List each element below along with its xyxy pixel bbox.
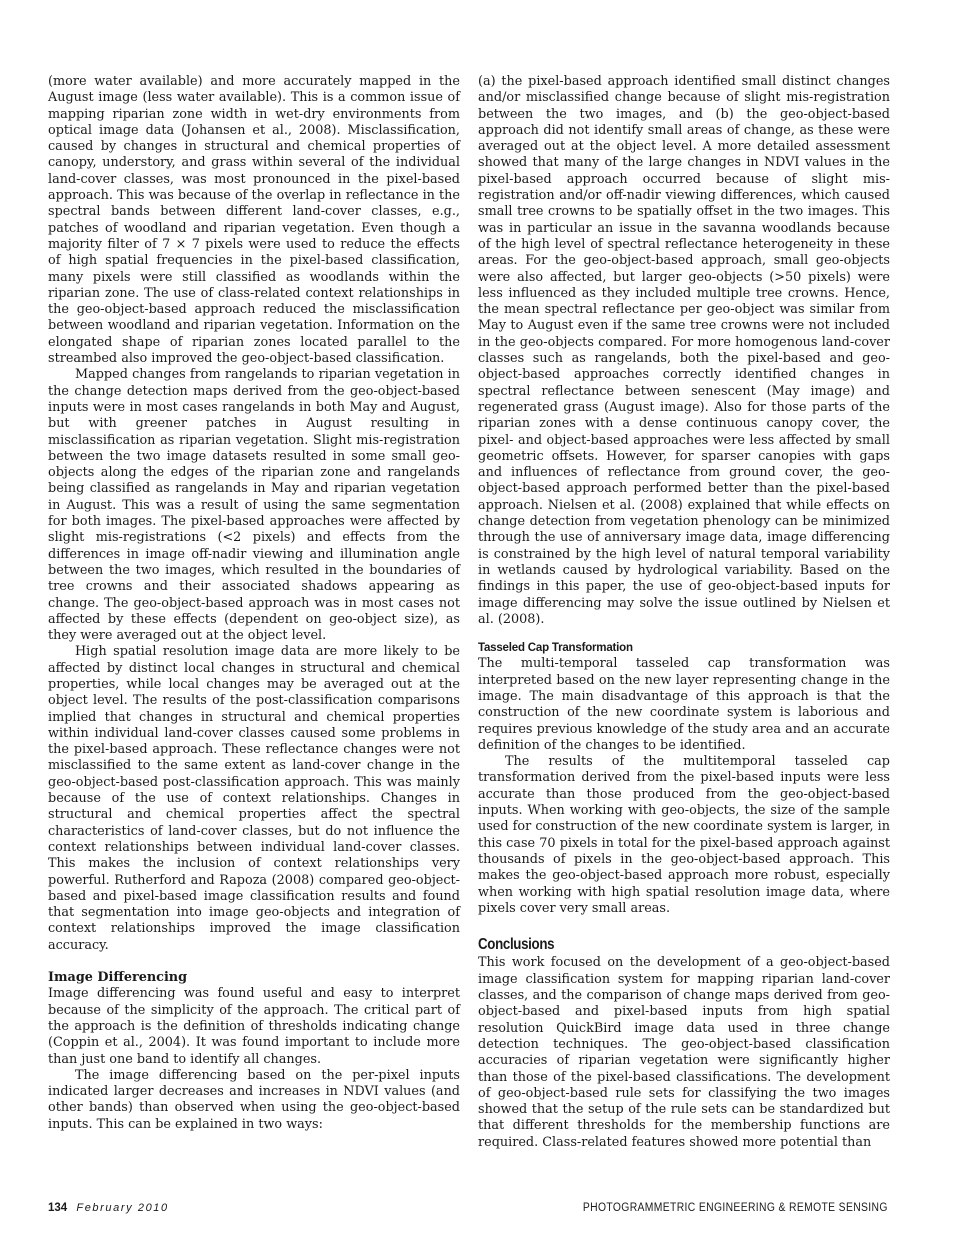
right-paragraph-2: The multi-temporal tasseled cap transformation was interpreted based on the new layer representing change in the image. The main disadvantage of this approach is that the construction of the new coordinate system is laborious and requires previous knowledge of the study area and an accurate definition of the changes to be identified. [478, 656, 890, 753]
left-paragraph-5: The image differencing based on the per-pixel inputs indicated larger decreases and increases in NDVI values (and other bands) than observed when using the geo-object-based inputs. This can be explained in two ways: [48, 1067, 460, 1132]
page-number: 134 [48, 1202, 68, 1214]
journal-name: PHOTOGRAMMETRIC ENGINEERING & REMOTE SENSING [583, 1202, 888, 1214]
right-paragraph-4: This work focused on the development of a geo-object-based image classification system for mapping riparian land-cover classes, and the comparison of change maps derived from geo-object-based and pixel-based inputs from high spatial resolution QuickBird image data used in three change detection techniques. The geo-object-based classification accuracies of riparian vegetation were significantly higher than those of the pixel-based classifications. The development of geo-object-based rule sets for classifying the two images showed that the setup of the rule sets can be standardized but that different thresholds for the membership functions are required. Class-related features showed more potential than [478, 955, 890, 1150]
left-paragraph-3: High spatial resolution image data are more likely to be affected by distinct local changes in structural and chemical properties, while local changes may be averaged out at the object level. The results of the post-classification comparisons implied that changes in structural and chemical properties within individual land-cover classes caused some problems in the pixel-based approach. These reflectance changes were not misclassified to the same extent as land-cover change in the geo-object-based post-classification approach. This was mainly because of the use of context relationships. Changes in structural and chemical properties affect the spectral characteristics of land-cover classes, but do not influence the context relationships between individual land-cover classes. This makes the inclusion of context relationships very powerful. Rutherford and Rapoza (2008) compared geo-object-based and pixel-based image classification results and found that segmentation into image geo-objects and integration of context relationships improved the image classification accuracy. [48, 644, 460, 953]
heading-conclusions: Conclusions [478, 936, 555, 954]
right-paragraph-1: (a) the pixel-based approach identified small distinct changes and/or misclassified change because of slight mis-registration between the two images, and (b) the geo-object-based approach did not identify small areas of change, as these were averaged out at the object level. A more detailed assessment showed that many of the large changes in NDVI values in the pixel-based approach occurred because of slight mis-registration and/or off-nadir viewing differences, which caused small tree crowns to be spatially offset in the two images. This was in particular an issue in the savanna woodlands because of the high level of spectral reflectance heterogeneity in these areas. For the geo-object-based approach, small geo-objects were also affected, but larger geo-objects (>50 pixels) were less influenced as they included multiple tree crowns. Hence, the mean spectral reflectance per geo-object was similar from May to August even if the same tree crowns were not included in the geo-objects compared. For more homogenous land-cover classes such as rangelands, both the pixel-based and geo-object-based approaches correctly identified changes in spectral reflectance between senescent (May image) and regenerated grass (August image). Also for those parts of the riparian zones with a dense continuous canopy cover, the pixel- and object-based approaches were less affected by small geometric offsets. However, for sparser canopies with gaps and influences of reflectance from ground cover, the geo-object-based approach performed better than the pixel-based approach. Nielsen et al. (2008) explained that while effects on change detection from vegetation phenology can be minimized through the use of anniversary image data, image differencing is constrained by the high level of natural temporal variability in wetlands caused by hydrological variability. Based on the findings in this paper, the use of geo-object-based inputs for image differencing may solve the issue outlined by Nielsen et al. (2008). [478, 74, 890, 627]
heading-image-differencing: Image Differencing [48, 970, 188, 986]
heading-tasseled-cap: Tasseled Cap Transformation [478, 642, 633, 655]
right-paragraph-3: The results of the multitemporal tasseled cap transformation derived from the pixel-based inputs were less accurate than those produced from the geo-object-based inputs. When working with geo-objects, the size of the sample used for construction of the new coordinate system is larger, in this case 70 pixels in total for the pixel-based approach against thousands of pixels in the geo-object-based approach. This makes the geo-object-based approach more robust, especially when working with high spatial resolution image data, where pixels cover very small areas. [478, 754, 890, 916]
left-column [48, 74, 460, 1133]
issue-date: February 2010 [76, 1202, 169, 1214]
left-paragraph-1: (more water available) and more accurately mapped in the August image (less water available). This is a common issue of mapping riparian zone width in wet-dry environments from optical image data (Johansen et al., 2008). Misclassification, caused by changes in structural and chemical properties of canopy, understory, and grass within several of the individual land-cover classes, was most pronounced in the pixel-based approach. This was because of the overlap in reflectance in the spectral bands between different land-cover classes, e.g., patches of woodland and riparian vegetation. Even though a majority filter of 7 × 7 pixels were used to reduce the effects of high spatial frequencies in the pixel-based classification, many pixels were still classified as woodlands within the riparian zone. The use of class-related context relationships in the geo-object-based approach reduced the misclassification between woodland and riparian vegetation. Information on the elongated shape of riparian zones located parallel to the streambed also improved the geo-object-based classification. [48, 74, 460, 367]
right-column [478, 74, 890, 1151]
left-paragraph-4: Image differencing was found useful and easy to interpret because of the simplicity of the approach. The critical part of the approach is the definition of thresholds indicating change (Coppin et al., 2004). It was found important to include more than just one band to identify all changes. [48, 986, 460, 1067]
footer-left [48, 1202, 169, 1214]
left-paragraph-2: Mapped changes from rangelands to riparian vegetation in the change detection maps derived from the geo-object-based inputs were in most cases rangelands in both May and August, but with greener patches in August resulting in misclassification as riparian vegetation. Slight mis-registration between the two image datasets resulted in some small geo-objects along the edges of the riparian zone and rangelands being classified as rangelands in May and riparian vegetation in August. This was a result of using the same segmentation for both images. The pixel-based approaches were affected by slight mis-registrations (<2 pixels) and effects from the differences in image off-nadir viewing and illumination angle between the two images, which resulted in the boundaries of tree crowns and their associated shadows appearing as change. The geo-object-based approach was in most cases not affected by these effects (dependent on geo-object size), as they were averaged out at the object level. [48, 367, 460, 644]
